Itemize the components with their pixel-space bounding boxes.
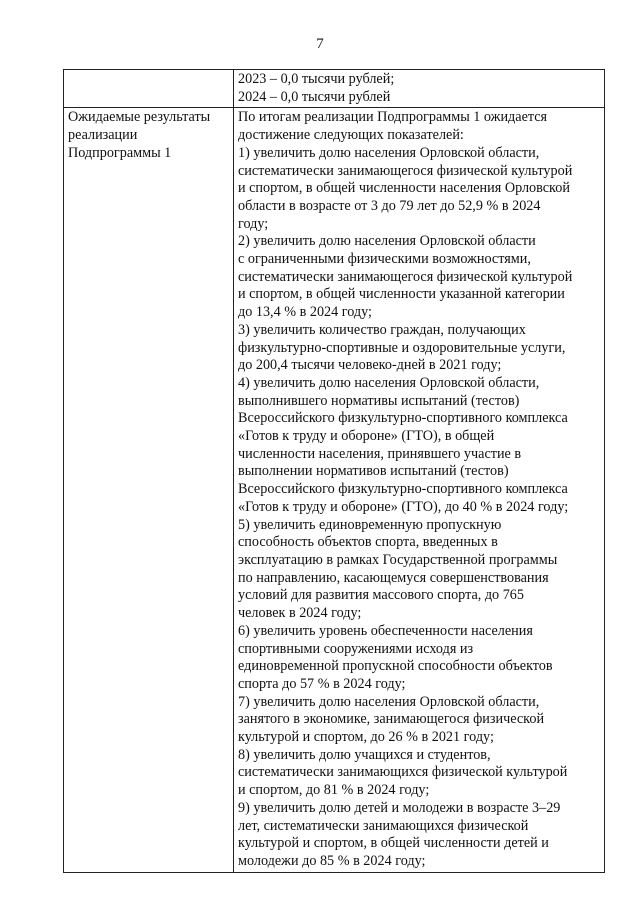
table-row-financing — [64, 70, 605, 108]
text-line: области в возрасте от 3 до 79 лет до 52,9 % в 2024 — [238, 197, 541, 214]
text-line: физкультурно-спортивные и оздоровительные услуги, — [238, 339, 566, 356]
row-label-cell-expected-results — [64, 108, 234, 872]
text-line: систематически занимающегося физической культурой — [238, 268, 573, 285]
text-line: культурой и спортом, до 26 % в 2021 году; — [238, 729, 494, 746]
text-line: «Готов к труду и обороне» (ГТО), до 40 % в 2024 году; — [238, 498, 569, 515]
text-line: молодежи до 85 % в 2024 году; — [238, 852, 426, 869]
page-number: 7 — [316, 36, 324, 52]
text-line: 7) увеличить долю населения Орловской области, — [238, 693, 540, 710]
text-line: и спортом, до 81 % в 2024 году; — [238, 782, 430, 799]
row-label-cell-empty — [64, 70, 234, 108]
row-content-cell-expected-results — [234, 108, 605, 872]
text-line: 2024 – 0,0 тысячи рублей — [238, 88, 391, 105]
text-line: По итогам реализации Подпрограммы 1 ожидается — [238, 109, 548, 126]
text-line: спорта до 57 % в 2024 году; — [238, 675, 406, 692]
text-line: Всероссийского физкультурно-спортивного комплекса — [238, 410, 568, 427]
text-line: реализации — [68, 127, 138, 144]
text-line: 1) увеличить долю населения Орловской области, — [238, 144, 540, 161]
row-content-cell-financing — [234, 70, 605, 108]
text-line: выполнившего нормативы испытаний (тестов) — [238, 392, 520, 409]
table-row-expected-results — [64, 108, 605, 872]
text-line: спортивными сооружениями исходя из — [238, 640, 474, 657]
text-line: году; — [238, 215, 269, 232]
text-line: Ожидаемые результаты — [68, 109, 211, 126]
text-line: Подпрограммы 1 — [68, 144, 172, 161]
text-line: до 200,4 тысячи человеко-дней в 2021 году; — [238, 357, 502, 374]
text-line: по направлению, касающемуся совершенствования — [238, 569, 549, 586]
text-line: 6) увеличить уровень обеспеченности населения — [238, 622, 533, 639]
program-passport-table — [63, 69, 605, 873]
text-line: 5) увеличить единовременную пропускную — [238, 516, 502, 533]
text-line: лет, систематически занимающихся физической — [238, 817, 529, 834]
text-line: «Готов к труду и обороне» (ГТО), в общей — [238, 428, 495, 445]
text-line: численности населения, принявшего участие в — [238, 445, 522, 462]
text-line: 8) увеличить долю учащихся и студентов, — [238, 746, 491, 763]
text-line: человек в 2024 году; — [238, 605, 362, 622]
text-line: достижение следующих показателей: — [238, 127, 464, 144]
text-line: единовременной пропускной способности объектов — [238, 658, 553, 675]
text-line: до 13,4 % в 2024 году; — [238, 304, 372, 321]
text-line: занятого в экономике, занимающегося физической — [238, 711, 545, 728]
text-line: систематически занимающихся физической культурой — [238, 764, 568, 781]
text-line: и спортом, в общей численности населения Орловской — [238, 180, 570, 197]
text-line: выполнении нормативов испытаний (тестов) — [238, 463, 509, 480]
text-line: культурой и спортом, в общей численности детей и — [238, 835, 549, 852]
text-line: систематически занимающегося физической культурой — [238, 162, 573, 179]
text-line: 2) увеличить долю населения Орловской области — [238, 233, 536, 250]
text-line: условий для развития массового спорта, до 765 — [238, 587, 524, 604]
text-line: способность объектов спорта, введенных в — [238, 534, 498, 551]
text-line: с ограниченными физическими возможностями, — [238, 251, 531, 268]
text-line: 3) увеличить количество граждан, получающих — [238, 321, 526, 338]
text-line: 9) увеличить долю детей и молодежи в возрасте 3–29 — [238, 799, 561, 816]
text-line: Всероссийского физкультурно-спортивного комплекса — [238, 481, 568, 498]
text-line: эксплуатацию в рамках Государственной программы — [238, 551, 558, 568]
text-line: 4) увеличить долю населения Орловской области, — [238, 374, 540, 391]
text-line: 2023 – 0,0 тысячи рублей; — [238, 71, 395, 87]
text-line: и спортом, в общей численности указанной категории — [238, 286, 565, 303]
